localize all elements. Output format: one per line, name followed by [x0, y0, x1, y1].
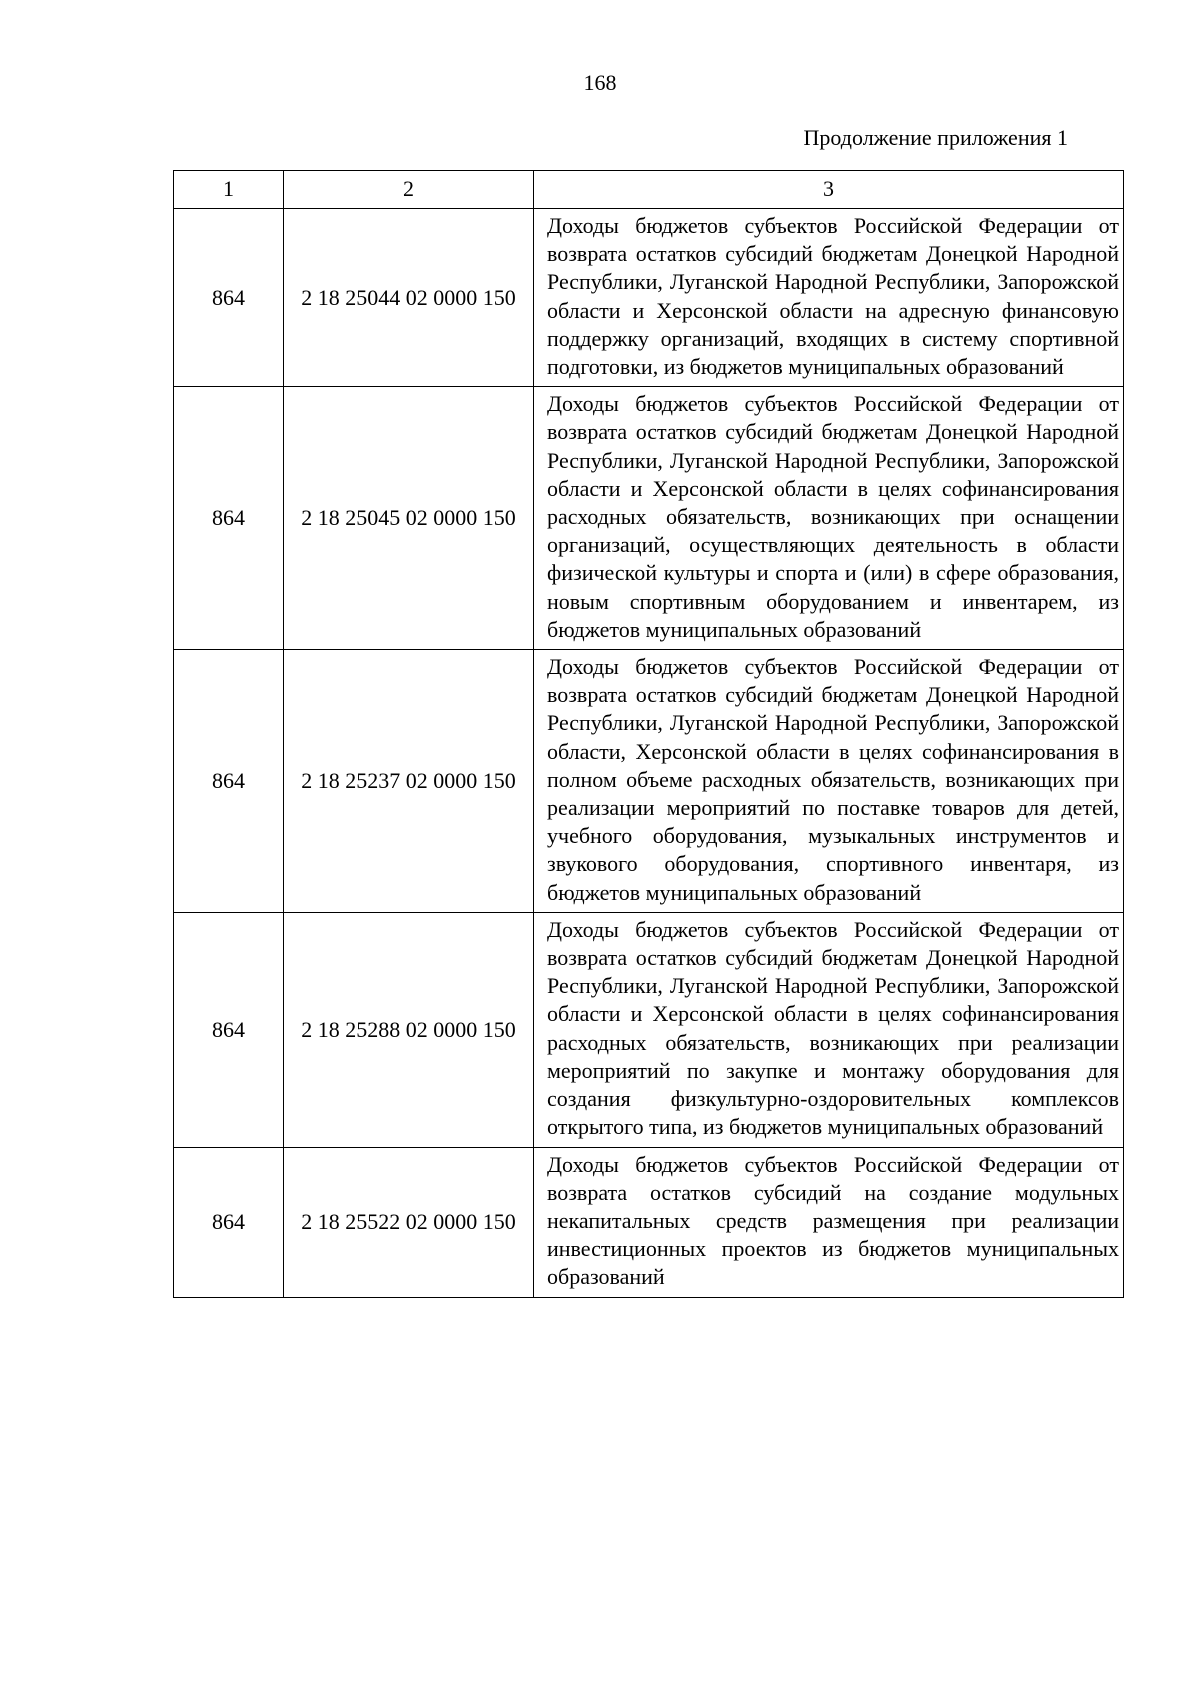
- table-header-row: [174, 171, 1124, 209]
- administrator-code-cell: 864: [174, 387, 284, 650]
- table-row: [174, 209, 1124, 387]
- appendix-continuation-label: Продолжение приложения 1: [803, 125, 1068, 150]
- table-row: [174, 387, 1124, 650]
- column-header-3: 3: [534, 171, 1124, 209]
- budget-classification-code-cell: 2 18 25237 02 0000 150: [284, 650, 534, 913]
- table-row: [174, 1147, 1124, 1297]
- revenue-codes-table: [173, 170, 1124, 1298]
- revenue-name-cell: Доходы бюджетов субъектов Российской Федерации от возврата остатков субсидий бюджетам Донецкой Народной Республики, Луганской Народной Республики, Запорожской области и Херсонской области в целях софинансирования расходных обязательств, возникающих при реализации мероприятий по закупке и монтажу оборудования для создания физкультурно-оздоровительных комплексов открытого типа, из бюджетов муниципальных образований: [534, 912, 1124, 1147]
- administrator-code-cell: 864: [174, 912, 284, 1147]
- administrator-code-cell: 864: [174, 650, 284, 913]
- table-row: [174, 650, 1124, 913]
- budget-classification-code-cell: 2 18 25522 02 0000 150: [284, 1147, 534, 1297]
- administrator-code-cell: 864: [174, 209, 284, 387]
- budget-classification-code-cell: 2 18 25045 02 0000 150: [284, 387, 534, 650]
- revenue-name-cell: Доходы бюджетов субъектов Российской Федерации от возврата остатков субсидий бюджетам Донецкой Народной Республики, Луганской Народной Республики, Запорожской области и Херсонской области в целях софинансирования расходных обязательств, возникающих при оснащении организаций, осуществляющих деятельность в области физической культуры и спорта и (или) в сфере образования, новым спортивным оборудованием и инвентарем, из бюджетов муниципальных образований: [534, 387, 1124, 650]
- administrator-code-cell: 864: [174, 1147, 284, 1297]
- revenue-name-cell: Доходы бюджетов субъектов Российской Федерации от возврата остатков субсидий на создание модульных некапитальных средств размещения при реализации инвестиционных проектов из бюджетов муниципальных образований: [534, 1147, 1124, 1297]
- budget-classification-code-cell: 2 18 25044 02 0000 150: [284, 209, 534, 387]
- revenue-name-cell: Доходы бюджетов субъектов Российской Федерации от возврата остатков субсидий бюджетам Донецкой Народной Республики, Луганской Народной Республики, Запорожской области, Херсонской области в целях софинансирования в полном объеме расходных обязательств, возникающих при реализации мероприятий по поставке товаров для детей, учебного оборудования, музыкальных инструментов и звукового оборудования, спортивного инвентаря, из бюджетов муниципальных образований: [534, 650, 1124, 913]
- column-header-2: 2: [284, 171, 534, 209]
- table-row: [174, 912, 1124, 1147]
- column-header-1: 1: [174, 171, 284, 209]
- revenue-name-cell: Доходы бюджетов субъектов Российской Федерации от возврата остатков субсидий бюджетам Донецкой Народной Республики, Луганской Народной Республики, Запорожской области и Херсонской области на адресную финансовую поддержку организаций, входящих в систему спортивной подготовки, из бюджетов муниципальных образований: [534, 209, 1124, 387]
- page-number: 168: [583, 70, 617, 95]
- budget-classification-code-cell: 2 18 25288 02 0000 150: [284, 912, 534, 1147]
